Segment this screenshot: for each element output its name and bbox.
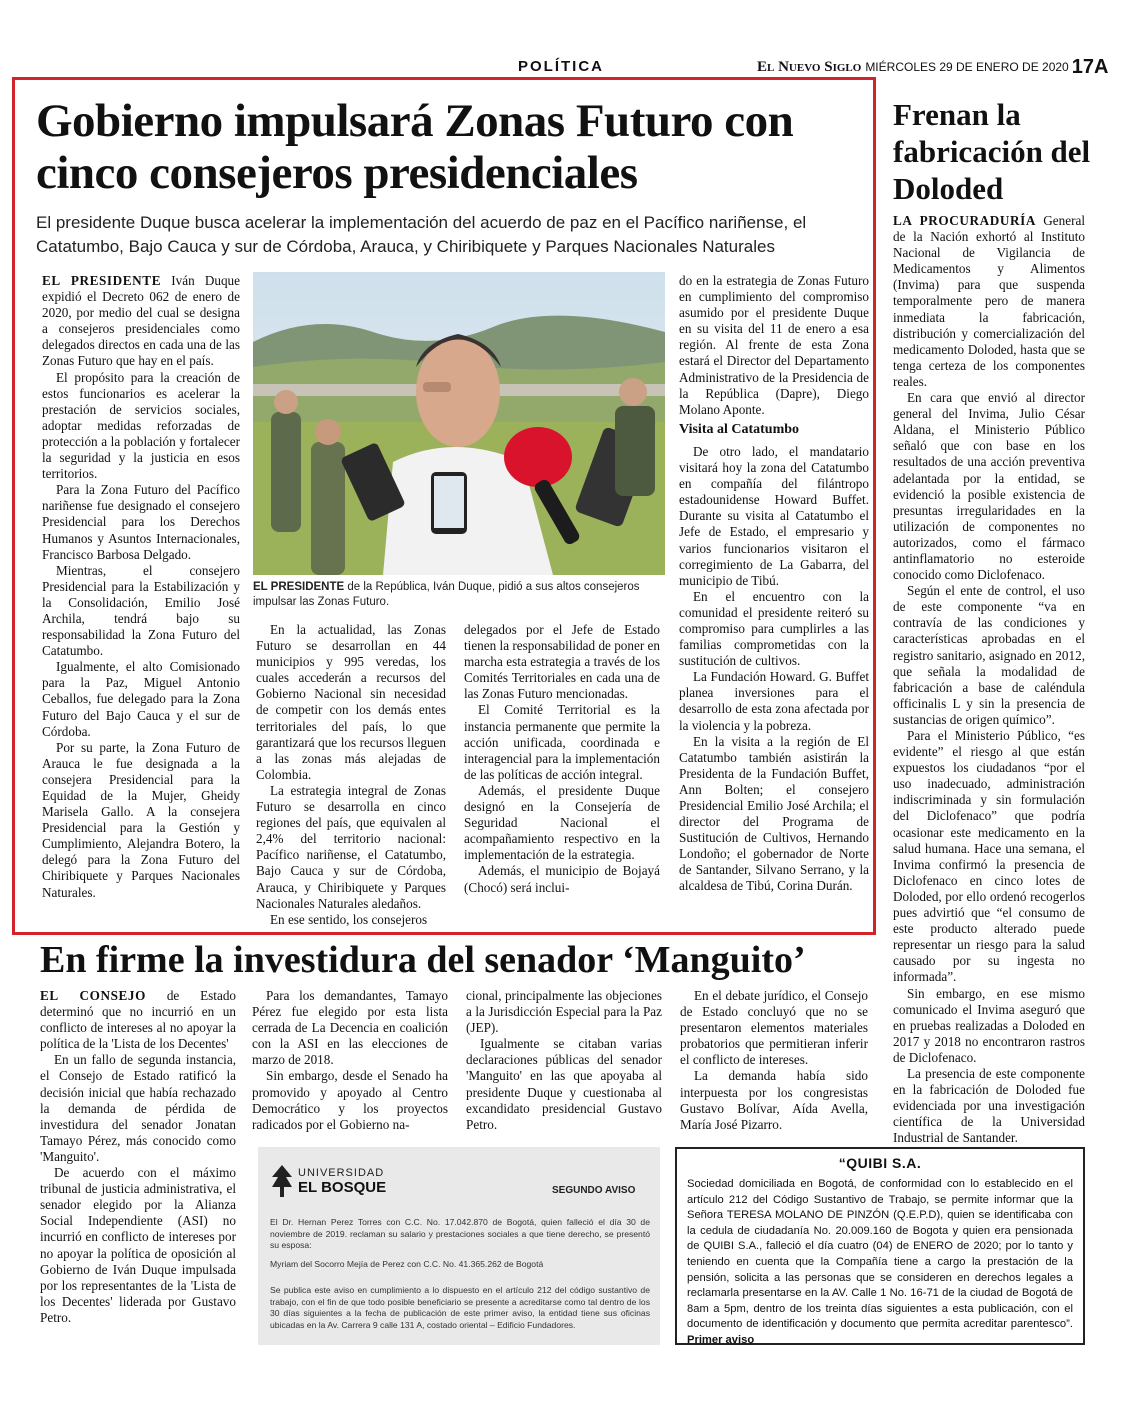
main-subhead: El presidente Duque busca acelerar la implementación del acuerdo de paz en el Pacífico nariñense, el Catatumbo, Bajo Cauca y sur de Córdoba, Arauca, y Chiribiquete y Parques Nacionales Naturales: [36, 213, 807, 256]
caption-lead: EL PRESIDENTE: [253, 581, 345, 593]
lead-in: LA PROCURADURÍA: [893, 213, 1037, 228]
news-photo: [253, 272, 665, 575]
paragraph: En la visita a la región de El Catatumbo también asistirán la Presidenta de la Fundación Buffet, Ann Bolten; el consejero Presidencial Emilio José Archila; el director del Programa de Sustitución de Cultivos, Hernando Londoño; el gobernador de Norte de Santander, Silvano Serrano, y la alcaldesa de Tibú, Corina Durán.: [679, 733, 869, 894]
main-headline: Gobierno impulsará Zonas Futuro con cinco consejeros presidenciales: [36, 95, 794, 199]
paragraph: Para el Ministerio Público, “es evidente” el riesgo al que están expuestos los ciudadanos “por el uso inadecuado, administración indiscriminada y sin formulación del Diclofenaco” que podría ocasionar este medicamento en la salud humana. Hace una semana, el Invima confirmó la presencia de Diclofenaco en cinco lotes de Doloded, por ello ordenó recogerlos pues advirtió que “el consumo de este producto alterado puede representar un riesgo para la salud causado por su ingesta no informada”.: [893, 728, 1085, 985]
ad-text: Sociedad domiciliada en Bogotá, de conformidad con lo establecido en el artículo 212 del Código Sustantivo de Trabajo, se permite informar que la Señora TERESA MOLANO DE PINZÓN (Q.E.P.D), quien se identificaba con la cedula de ciudadanía No. 20.009.160 de Bogota y quien era pensionada de QUIBI S.A., falleció el día cuatro (04) de ENERO de 2020; por lo tanto y teniendo en cuenta que la Compañía tiene a cargo la prestación de la pensión, solicita a las personas que se consideren en derechos legales a reclamarla presentarse en la AV. Calle 1 No. 16-71 de la ciudad de Bogotá de 8am a 5pm, dentro de los treinta días siguientes a esta publicación, con el documento de identificación y documento que permita acreditar parentesco”.: [687, 1178, 1073, 1331]
ad-title: “QUIBI S.A.: [838, 1155, 922, 1171]
main-column-3: [464, 622, 660, 896]
paragraph: Para la Zona Futuro del Pacífico nariñense fue designado el consejero Presidencial para los Derechos Humanos y Asuntos Internacionales, Francisco Barbosa Delgado.: [42, 482, 240, 562]
paragraph: de Estado determinó que no incurrió en un conflicto de intereses al no apoyar la política de la 'Lista de los Decentes': [40, 988, 237, 1052]
paragraph: La demanda había sido interpuesta por los congresistas Gustavo Bolívar, Aída Avella, María José Pizarro.: [680, 1068, 868, 1132]
university-logo-icon: [270, 1163, 294, 1199]
lead-in: EL PRESIDENTE: [42, 273, 162, 288]
main-column-2: [256, 622, 446, 928]
bottom-column-3: [466, 988, 662, 1133]
logo-text-top: UNIVERSIDAD: [298, 1167, 385, 1179]
ad-notice-tag: SEGUNDO AVISO: [552, 1185, 636, 1196]
paragraph: La estrategia integral de Zonas Futuro se desarrolla en cinco regiones del país, que equivalen al 2,4% del territorio nacional: Pacífico nariñense, el Catatumbo, Bajo Cauca y sur de Córdoba, Arauca, y Chiribiquete y Parques Nacionales Naturales aledaños.: [256, 782, 446, 911]
paragraph: cional, principalmente las objeciones a la Jurisdicción Especial para la Paz (JEP).: [466, 988, 662, 1036]
ad-notice: Primer aviso: [687, 1333, 755, 1346]
bottom-headline: En firme la investidura del senador ‘Manguito’: [40, 939, 806, 981]
photo-illustration: [253, 272, 665, 575]
issue-date: MIÉRCOLES 29 DE ENERO DE 2020: [865, 60, 1069, 74]
paragraph: Sin embargo, desde el Senado ha promovido y apoyado al Centro Democrático y los proyectos radicados por el Gobierno na-: [252, 1068, 448, 1132]
paragraph: General de la Nación exhortó al Instituto Nacional de Vigilancia de Medicamentos y Alimentos (Invima) para que suspenda temporalmente pero de manera inmediata la fabricación, distribución y comercialización del medicamento Doloded, hasta que se tenga certeza de los componentes reales.: [893, 213, 1086, 389]
paragraph: De acuerdo con el máximo tribunal de justicia administrativa, el senador elegido por la Alianza Social Independiente (ASI) no incurrió en conflicto de intereses por no apoyar la política de oposición al Gobierno de Iván Duque impulsada por los representantes de la 'Lista de los Decentes' liderada por Gustavo Petro.: [40, 1165, 236, 1325]
ad-body: [687, 1177, 1073, 1349]
paragraph: do en la estrategia de Zonas Futuro en cumplimiento del compromiso asumido por el presidente Duque en su visita del 11 de enero a esa región. Al frente de esta Zona estará el Director del Departamento Administrativo de la Presidencia de la República (Dapre), Diego Molano Aponte.: [679, 273, 869, 417]
paragraph: En la actualidad, las Zonas Futuro se desarrollan en 44 municipios y 995 veredas, los cuales accederán a recursos del Gobierno Nacional sin necesidad de competir con los demás entes territoriales del país, lo que garantizará que los recursos lleguen a las zonas más alejadas de Colombia.: [256, 622, 446, 782]
paragraph: Igualmente se citaban varias declaraciones públicas del senador 'Manguito' en las que apoyaba al presidente Duque y cuestionaba al excandidato presidencial Gustavo Petro.: [466, 1036, 662, 1132]
paragraph: Por su parte, la Zona Futuro de Arauca le fue designada a la consejera Presidencial para la Equidad de la Mujer, Gheidy Marisela Gallo. A la consejera Presidencial para la Gestión y Cumplimiento, Alejandra Botero, la delegó para la Zona Futuro del Chiribiquete y Parques Nacionales Naturales.: [42, 739, 240, 900]
paragraph: Sin embargo, en ese mismo comunicado el Invima aseguró que en pruebas realizadas a Doloded en 2017 y 2018 no encontraron rastros de Diclofenaco.: [893, 985, 1085, 1065]
paragraph: En el encuentro con la comunidad el presidente reiteró su compromiso para cumplirles a las familias comprometidas con la sustitución de cultivos.: [679, 588, 869, 669]
bottom-column-4: [680, 988, 868, 1133]
right-column: [893, 213, 1085, 1146]
paragraph: La Fundación Howard. G. Buffet planea inversiones para el desarrollo de esta zona afectada por la violencia y la pobreza.: [679, 669, 869, 733]
paragraph: En un fallo de segunda instancia, el Consejo de Estado ratificó la decisión inicial que había rechazado la demanda de pérdida de investidura del senador Jonatan Tamayo Pérez, más conocido como 'Manguito'.: [40, 1052, 236, 1164]
bottom-column-2: [252, 988, 448, 1133]
bottom-column-1: [40, 988, 236, 1326]
paragraph: En cara que envió al director general del Invima, Julio César Aldana, el Ministerio Público señaló que con base en los resultados de una acción preventiva adelantada por la entidad, se evidenció la posible existencia de presuntas irregularidades en la utilización de componentes no autorizados, como el fármaco antinflamatorio no esteroide conocido como Diclofenaco.: [893, 390, 1085, 583]
paragraph: En el debate jurídico, el Consejo de Estado concluyó que no se presentaron elementos materiales probatorios que permitieran inferir el conflicto de intereses.: [680, 988, 868, 1068]
paragraph: Para los demandantes, Tamayo Pérez fue elegido por esta lista cerrada de La Decencia en coalición con la ASI en las elecciones de marzo de 2018.: [252, 988, 448, 1068]
paragraph: delegados por el Jefe de Estado tienen la responsabilidad de poner en marcha esta estrategia a través de los Comités Territoriales en cada una de las Zonas Futuro mencionadas.: [464, 622, 660, 702]
ad-universidad-el-bosque: [258, 1147, 660, 1345]
paragraph: Además, el municipio de Bojayá (Chocó) será inclui-: [464, 863, 660, 895]
paragraph: Mientras, el consejero Presidencial para la Estabilización y la Consolidación, Emilio José Archila, tendrá bajo su responsabilidad la Zona Futuro del Catatumbo.: [42, 562, 240, 659]
caption-text: de la República, Iván Duque, pidió a sus altos consejeros impulsar las Zonas Futuro.: [253, 581, 640, 608]
ad-paragraph: Se publica este aviso en cumplimiento a lo dispuesto en el artículo 212 del código sustantivo de trabajo, con el fin de que todo posible beneficiario se presente a acreditarse como tal dentro de los 30 días siguientes a la fecha de publicación de este primer aviso, la entidad tiene sus oficinas ubicadas en la Av. Carrera 9 calle 131 A, costado oriental – Edificio Fundadores.: [270, 1285, 650, 1330]
main-column-1: [42, 273, 240, 901]
photo-caption: [253, 580, 665, 610]
section-label: POLÍTICA: [518, 58, 604, 75]
newspaper-brand: El Nuevo Siglo: [757, 59, 862, 75]
paragraph: El Comité Territorial es la instancia permanente que permite la acción unificada, coordinada e interagencial para la implementación de las políticas de acción integral.: [464, 702, 660, 782]
paragraph: Iván Duque expidió el Decreto 062 de enero de 2020, por medio del cual se designa a consejeros presidenciales como delegados directos en cada una de las Zonas Futuro que hay en el país.: [42, 273, 240, 369]
logo-text-bottom: EL BOSQUE: [298, 1179, 387, 1196]
page-number: 17A: [1071, 56, 1109, 78]
right-headline: Frenan la fabricación del Doloded: [893, 97, 1091, 206]
paragraph: De otro lado, el mandatario visitará hoy la zona del Catatumbo en compañía del filántropo estadounidense Howard Buffet. Durante su visita al Catatumbo el Jefe de Estado, el empresario y varios funcionarios visitaron el corregimiento de La Gabarra, del municipio de Tibú.: [679, 443, 869, 588]
main-column-4: [679, 273, 869, 895]
paragraph: La presencia de este componente en la fabricación de Doloded fue evidenciada por una investigación científica de la Universidad Industrial de Santander.: [893, 1065, 1085, 1146]
ad-paragraph: El Dr. Hernan Perez Torres con C.C. No. 17.042.870 de Bogotá, quien falleció el día 30 de noviembre de 2019. reclaman su salario y prestaciones sociales a que tiene derecho, se presentó su esposa:: [270, 1217, 650, 1250]
masthead: [757, 56, 1109, 79]
paragraph: El propósito para la creación de estos funcionarios es acelerar la prestación de servicios sociales, adoptar medidas reforzadas de protección a la población y fortalecer la seguridad y la justicia en esos territorios.: [42, 369, 240, 482]
paragraph: Igualmente, el alto Comisionado para la Paz, Miguel Antonio Ceballos, fue delegado para la Zona Futuro del Bajo Cauca y el sur de Córdoba.: [42, 659, 240, 739]
paragraph: Además, el presidente Duque designó en la Consejería de Seguridad Nacional el acompañamiento respectivo en la implementación de la estrategia.: [464, 782, 660, 863]
paragraph: Según el ente de control, el uso de este componente “va en contravía de las condiciones y características aprobadas en el registro sanitario, asignado en 2012, que señala la modalidad de fabricación a base de caléndula officinalis L y sin la presencia de sustancias de origen químico”.: [893, 583, 1085, 727]
paragraph: En ese sentido, los consejeros: [270, 911, 428, 927]
ad-paragraph: Myriam del Socorro Mejía de Perez con C.C. No. 41.365.262 de Bogotá: [270, 1259, 544, 1269]
section-subhead: Visita al Catatumbo: [679, 421, 800, 437]
ad-quibi: [675, 1147, 1085, 1345]
lead-in: EL CONSEJO: [40, 988, 146, 1003]
